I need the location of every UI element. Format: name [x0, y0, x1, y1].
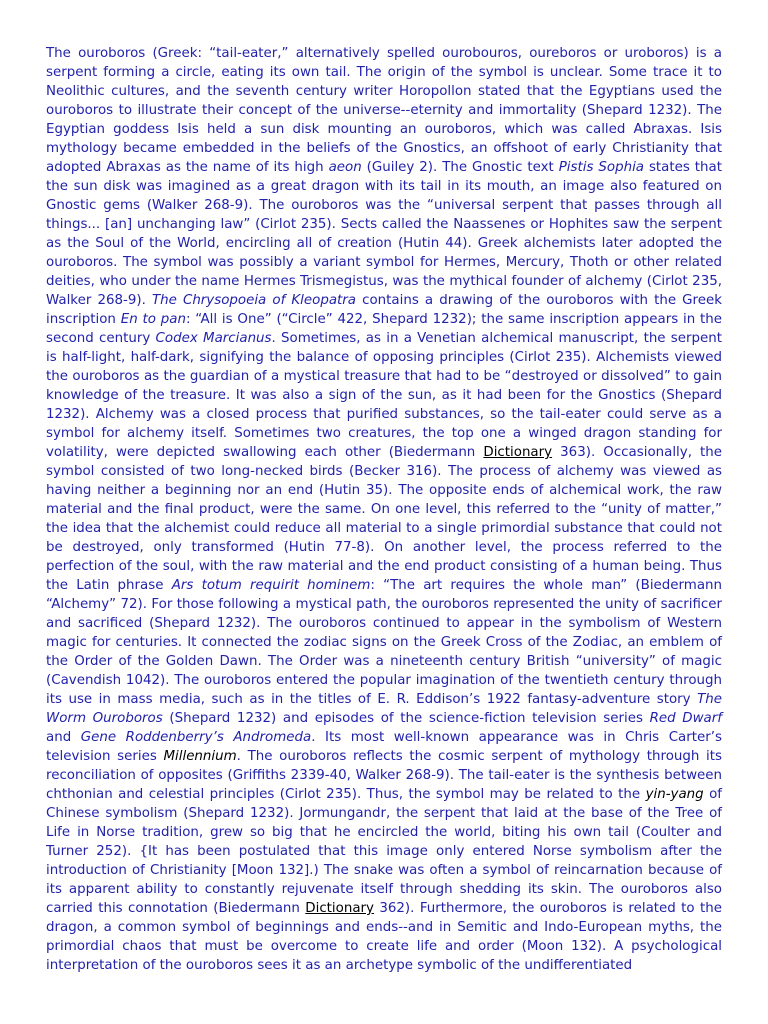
- italic-run: En to pan: [120, 312, 186, 327]
- italic-run: Pistis Sophia: [558, 160, 644, 175]
- text-run: The ouroboros (Greek: “tail-eater,” alternatively spelled ourobouros, oureboros or uroboros) is a serpent forming a circle, eating its own tail. The origin of the symbol is unclear. Some trace it to Neolithic cultures, and the seventh century writer Horopollon stated that the Egyptians used the ouroboros to illustrate their concept of the universe--eternity and immortality (Shepard 1232). The Egyptian goddess Isis held a sun disk mounting an ouroboros, which was called Abraxas. Isis mythology became embedded in the beliefs of the Gnostics, an offshoot of early Christianity that adopted Abraxas as the name of its high: [46, 46, 722, 175]
- text-run: states that the sun disk was imagined as a great dragon with its tail in its mouth, an image also featured on Gnostic gems (Walker 268-9). The ouroboros was the “universal serpent that passes through all things... [an] unchanging law” (Cirlot 235). Sects called the Naassenes or Hophites saw the serpent as the Soul of the World, encircling all of creation (Hutin 44). Greek alchemists later adopted the ouroboros. The symbol was possibly a variant symbol for Hermes, Mercury, Thoth or other related deities, who under the name Hermes Trismegistus, was the mythical founder of alchemy (Cirlot 235, Walker 268-9).: [46, 160, 722, 308]
- text-run: : “All is One” (“Circle” 422, Shepard 1232); the same inscription appears in the second century: [46, 312, 722, 346]
- italic-run: aeon: [328, 160, 362, 175]
- italic-run: The Chrysopoeia of Kleopatra: [151, 293, 356, 308]
- text-run: 362). Furthermore, the ouroboros is related to the dragon, a common symbol of beginnings and ends--and in Semitic and Indo-European myths, the primordial chaos that must be overcome to create life and order (Moon 132). A psychological interpretation of the ouroboros sees it as an archetype symbolic of the undifferentiated: [46, 901, 722, 973]
- document-page: [46, 44, 722, 975]
- text-run: . Sometimes, as in a Venetian alchemical manuscript, the serpent is half-light, half-dark, signifying the balance of opposing principles (Cirlot 235). Alchemists viewed the ouroboros as the guardian of a mystical treasure that had to be “destroyed or dissolved” to gain knowledge of the treasure. It was also a sign of the sun, as it had been for the Gnostics (Shepard 1232). Alchemy was a closed process that purified substances, so the tail-eater could serve as a symbol for alchemy itself. Sometimes two creatures, the top one a winged dragon standing for volatility, were depicted swallowing each other (Biedermann: [46, 331, 723, 460]
- italic-run: yin-yang: [645, 787, 704, 802]
- body-paragraph: [46, 44, 722, 975]
- italic-run: Codex Marcianus: [155, 331, 272, 346]
- text-run: : “The art requires the whole man” (Biedermann “Alchemy” 72). For those following a mystical path, the ouroboros represented the unity of sacrificer and sacrificed (Shepard 1232). The ouroboros continued to appear in the symbolism of Western magic for centuries. It connected the zodiac signs on the Greek Cross of the Zodiac, an emblem of the Order of the Golden Dawn. The Order was a nineteenth century British “university” of magic (Cavendish 1042). The ouroboros entered the popular imagination of the twentieth century through its use in mass media, such as in the titles of E. R. Eddison’s 1922 fantasy-adventure story: [46, 578, 723, 707]
- italic-run: Ars totum requirit hominem: [171, 578, 371, 593]
- underlined-title: Dictionary: [305, 901, 374, 916]
- text-run: (Guiley 2). The Gnostic text: [361, 160, 559, 175]
- italic-run: Gene Roddenberry’s Andromeda: [80, 730, 312, 745]
- text-run: (Shepard 1232) and episodes of the science-fiction television series: [162, 711, 650, 726]
- text-run: . Its most well-known appearance was in Chris Carter’s television series: [46, 730, 722, 764]
- italic-run: The Worm Ouroboros: [46, 692, 722, 726]
- text-run: and: [46, 730, 81, 745]
- italic-run: Millennium: [163, 749, 237, 764]
- text-run: . The ouroboros reflects the cosmic serpent of mythology through its reconciliation of opposites (Griffiths 2339-40, Walker 268-9). The tail-eater is the synthesis between chthonian and celestial principles (Cirlot 235). Thus, the symbol may be related to the: [46, 749, 722, 802]
- text-run: 363). Occasionally, the symbol consisted of two long-necked birds (Becker 316). The process of alchemy was viewed as having neither a beginning nor an end (Hutin 35). The opposite ends of alchemical work, the raw material and the final product, were the same. On one level, this referred to the “unity of matter,” the idea that the alchemist could reduce all material to a single primordial substance that could not be destroyed, only transformed (Hutin 77-8). On another level, the process referred to the perfection of the soul, with the raw material and the end product consisting of a human being. Thus the Latin phrase: [46, 445, 723, 593]
- italic-run: Red Dwarf: [649, 711, 722, 726]
- text-run: contains a drawing of the ouroboros with the Greek inscription: [46, 293, 723, 327]
- text-run: of Chinese symbolism (Shepard 1232). Jormungandr, the serpent that laid at the base of the Tree of Life in Norse tradition, grew so big that he encircled the world, biting his own tail (Coulter and Turner 252). {It has been postulated that this image only entered Norse symbolism after the introduction of Christianity [Moon 132].) The snake was often a symbol of reincarnation because of its apparent ability to constantly rejuvenate itself through shedding its skin. The ouroboros also carried this connotation (Biedermann: [46, 787, 722, 916]
- underlined-title: Dictionary: [483, 445, 553, 460]
